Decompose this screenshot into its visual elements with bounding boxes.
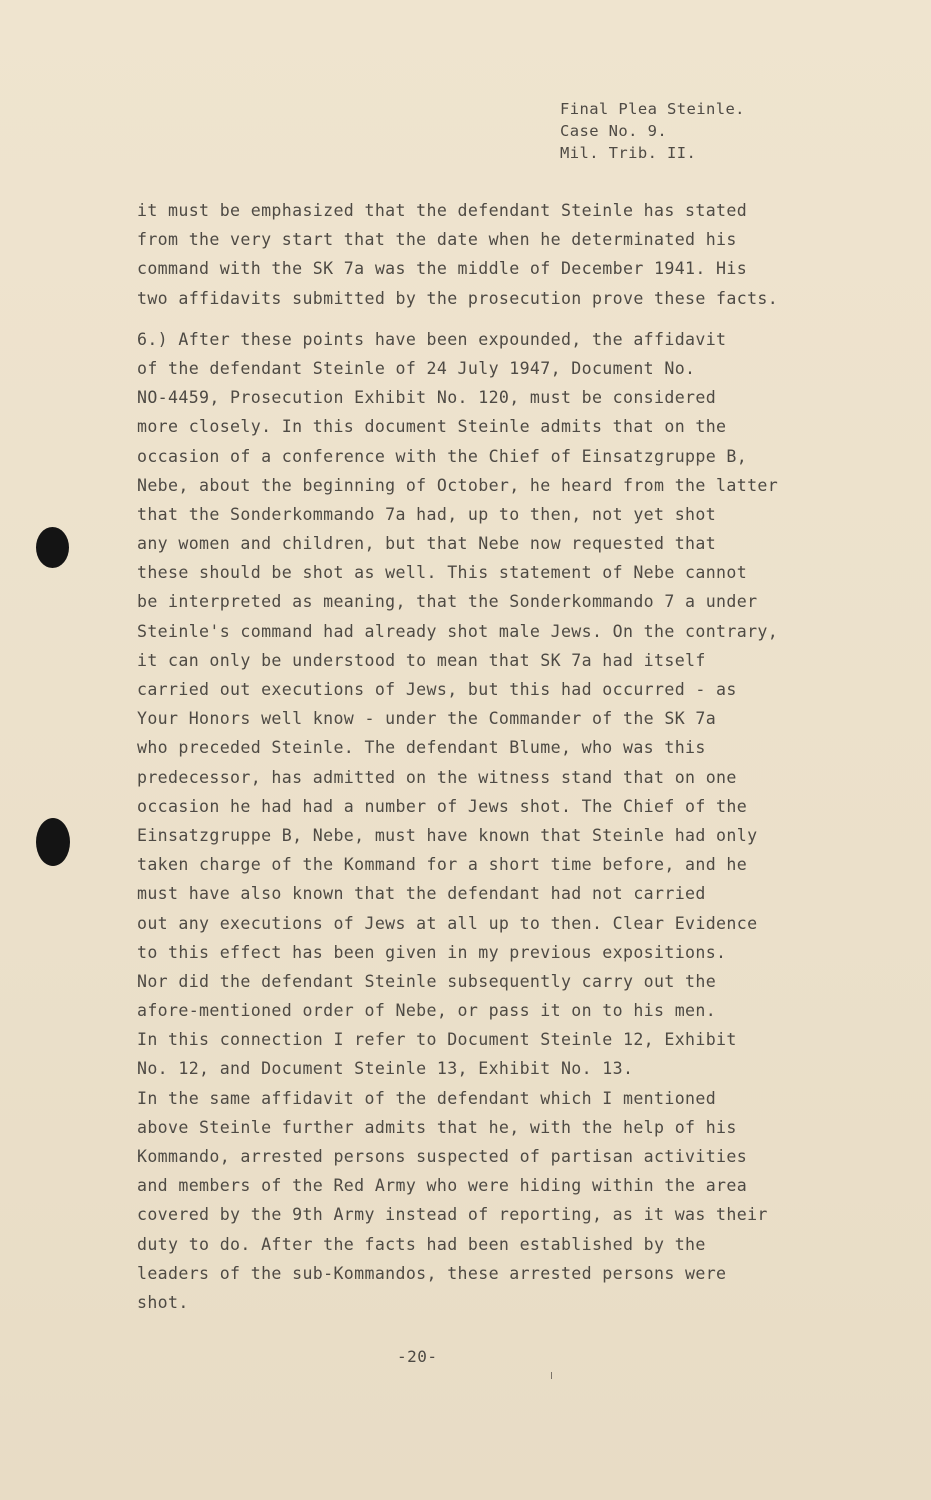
- header-title: Final Plea Steinle.: [560, 100, 745, 118]
- text-line: from the very start that the date when he determinated his: [137, 230, 737, 250]
- text-line: Kommando, arrested persons suspected of partisan activities: [137, 1147, 748, 1166]
- stray-mark: [551, 1372, 552, 1379]
- text-line: NO-4459, Prosecution Exhibit No. 120, must be considered: [137, 388, 717, 408]
- text-line: No. 12, and Document Steinle 13, Exhibit No. 13.: [137, 1059, 634, 1079]
- text-line: leaders of the sub-Kommandos, these arrested persons were: [137, 1263, 727, 1283]
- text-line: it can only be understood to mean that SK 7a had itself: [137, 650, 706, 670]
- text-line: above Steinle further admits that he, with the help of his: [137, 1117, 737, 1137]
- header-case-number: Case No. 9.: [560, 122, 668, 140]
- paragraph-gap: [137, 313, 877, 325]
- text-line: these should be shot as well. This statement of Nebe cannot: [137, 563, 748, 583]
- document-body: [137, 196, 877, 1317]
- text-line: it must be emphasized that the defendant Steinle has stated: [137, 201, 748, 220]
- text-line: any women and children, but that Nebe now requested that: [137, 534, 717, 554]
- text-line: Your Honors well know - under the Commander of the SK 7a: [137, 709, 717, 729]
- punch-hole: [36, 818, 70, 866]
- text-line: occasion he had had a number of Jews shot. The Chief of the: [137, 796, 748, 816]
- text-line: 6.) After these points have been expounded, the affidavit: [137, 329, 727, 349]
- text-line: must have also known that the defendant had not carried: [137, 884, 706, 904]
- text-line: taken charge of the Kommand for a short time before, and he: [137, 855, 748, 875]
- text-line: to this effect has been given in my previous expositions.: [137, 942, 727, 962]
- document-header: [560, 98, 745, 164]
- text-line: Steinle's command had already shot male Jews. On the contrary,: [137, 621, 779, 641]
- text-line: Einsatzgruppe B, Nebe, must have known that Steinle had only: [137, 825, 758, 845]
- text-line: In this connection I refer to Document Steinle 12, Exhibit: [137, 1030, 737, 1050]
- paragraph-2: [137, 325, 877, 1317]
- paragraph-1: [137, 196, 877, 313]
- text-line: and members of the Red Army who were hiding within the area: [137, 1176, 748, 1196]
- text-line: occasion of a conference with the Chief of Einsatzgruppe B,: [137, 446, 748, 466]
- text-line: more closely. In this document Steinle admits that on the: [137, 417, 727, 437]
- text-line: duty to do. After the facts had been established by the: [137, 1234, 706, 1254]
- text-line: Nor did the defendant Steinle subsequently carry out the: [137, 971, 717, 991]
- header-tribunal: Mil. Trib. II.: [560, 144, 697, 162]
- text-line: two affidavits submitted by the prosecution prove these facts.: [137, 288, 779, 308]
- text-line: of the defendant Steinle of 24 July 1947, Document No.: [137, 358, 696, 378]
- text-line: In the same affidavit of the defendant which I mentioned: [137, 1088, 717, 1108]
- text-line: command with the SK 7a was the middle of December 1941. His: [137, 259, 748, 279]
- text-line: predecessor, has admitted on the witness stand that on one: [137, 767, 737, 787]
- page-number: -20-: [397, 1347, 438, 1366]
- punch-hole: [36, 527, 69, 568]
- text-line: shot.: [137, 1292, 189, 1312]
- text-line: Nebe, about the beginning of October, he heard from the latter: [137, 475, 779, 495]
- text-line: afore-mentioned order of Nebe, or pass it on to his men.: [137, 1001, 717, 1021]
- text-line: that the Sonderkommando 7a had, up to then, not yet shot: [137, 504, 717, 524]
- text-line: covered by the 9th Army instead of reporting, as it was their: [137, 1205, 768, 1225]
- text-line: who preceded Steinle. The defendant Blume, who was this: [137, 738, 706, 758]
- text-line: out any executions of Jews at all up to then. Clear Evidence: [137, 913, 758, 933]
- text-line: carried out executions of Jews, but this had occurred - as: [137, 680, 737, 699]
- text-line: be interpreted as meaning, that the Sonderkommando 7 a under: [137, 592, 758, 612]
